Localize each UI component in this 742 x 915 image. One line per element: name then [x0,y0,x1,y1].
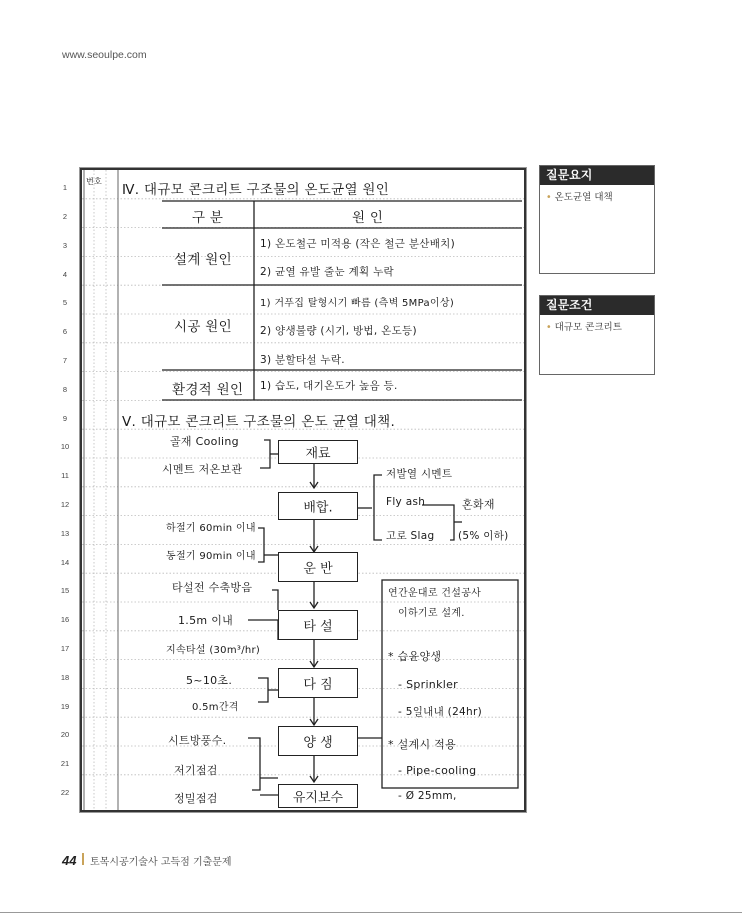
row-number: 17 [60,644,70,653]
book-title: 토목시공기술사 고득점 기출문제 [90,857,232,868]
row-number: 12 [60,500,70,509]
row-number: 7 [62,356,68,365]
row-number: 14 [60,558,70,567]
row-number: 21 [60,759,70,768]
card-item: • 온도균열 대책 [540,185,654,207]
row-number: 6 [62,327,68,336]
flow-right-note: 저발열 시멘트 [386,468,453,480]
flow-right-note: (5% 이하) [458,530,509,542]
row-number: 18 [60,673,70,682]
flow-right-note: 고로 Slag [386,530,435,542]
flow-box-material: 재료 [278,440,358,464]
flow-left-note: 타설전 수축방음 [172,581,253,594]
bottom-rule [0,912,742,913]
flow-box-compaction: 다 짐 [278,668,358,698]
flow-left-note: 지속타설 (30m³/hr) [166,645,261,656]
row-number: 1 [62,183,68,192]
flow-left-note: 시트방풍수. [168,734,227,747]
section-5-title: Ⅴ. 대규모 콘크리트 구조물의 온도 균열 대책. [122,414,396,430]
row-number: 5 [62,298,68,307]
row-number: 8 [62,385,68,394]
construction-cause-item: 3) 분할타설 누락. [260,354,345,366]
flow-left-note: 저기점검 [174,764,218,777]
flow-box-transport: 운 반 [278,552,358,582]
site-url: www.seoulpe.com [62,49,147,61]
question-condition-card [539,295,655,375]
flow-right-note: 혼화재 [462,498,495,511]
header-label: 번호 [86,177,103,186]
row-number: 3 [62,241,68,250]
row-number: 9 [62,414,68,423]
flow-left-note: 0.5m간격 [192,702,239,713]
construction-cause-item: 2) 양생불량 (시기, 방법, 온도등) [260,325,417,337]
flow-left-note: 골재 Cooling [170,435,239,448]
card-title: 질문요지 [540,166,654,185]
row-number: 2 [62,212,68,221]
construction-cause-item: 1) 거푸집 탈형시기 빠름 (측벽 5MPa이상) [260,298,455,309]
table-header-right: 원 인 [352,210,384,226]
flow-left-note: 동절기 90min 이내 [166,551,256,562]
card-title: 질문조건 [540,296,654,315]
row-number: 20 [60,730,70,739]
flow-right-note: * 습윤양생 [388,650,442,663]
flow-left-note: 시멘트 저온보관 [162,463,243,476]
flow-left-note: 5~10초. [186,674,233,687]
flow-box-curing: 양 생 [278,726,358,756]
row-number: 11 [61,471,69,480]
env-cause-item: 1) 습도, 대기온도가 높음 등. [260,380,398,392]
question-summary-card [539,165,655,274]
row-number: 10 [60,442,70,451]
flow-right-note: - Pipe-cooling [398,764,477,777]
card-item: • 대규모 콘크리트 [540,315,654,337]
row-number: 4 [62,270,68,279]
design-cause-item: 1) 온도철근 미적용 (작은 철근 분산배치) [260,238,456,250]
flow-right-note: - 5일내내 (24hr) [398,706,482,718]
construction-cause-label: 시공 원인 [174,319,232,335]
row-number: 16 [60,615,70,624]
flow-box-maintenance: 유지보수 [278,784,358,808]
page-number: 44 [62,853,77,868]
design-cause-label: 설계 원인 [174,252,232,268]
footer-divider [82,853,84,865]
flow-right-note: 이하기로 설계. [398,608,465,619]
design-cause-item: 2) 균열 유발 줄눈 계획 누락 [260,266,394,278]
flow-right-note: - Ø 25mm, [398,790,457,802]
row-number: 15 [60,586,70,595]
flow-right-note: * 설계시 적용 [388,738,457,751]
row-number: 13 [60,529,70,538]
flow-right-note: Fly ash [386,496,426,508]
table-header-left: 구 분 [192,210,224,226]
section-4-title: Ⅳ. 대규모 콘크리트 구조물의 온도균열 원인 [122,182,390,198]
flow-left-note: 1.5m 이내 [178,614,234,627]
env-cause-label: 환경적 원인 [172,382,244,398]
flow-box-mix: 배합. [278,492,358,520]
flow-right-note: - Sprinkler [398,678,458,691]
answer-sheet [80,168,526,812]
flow-left-note: 하절기 60min 이내 [166,523,256,534]
row-number: 22 [60,788,70,797]
row-number: 19 [60,702,70,711]
flow-right-note: 연간운대로 건설공사 [388,588,482,599]
flow-box-placing: 타 설 [278,610,358,640]
flow-left-note: 정밀점검 [174,792,218,805]
